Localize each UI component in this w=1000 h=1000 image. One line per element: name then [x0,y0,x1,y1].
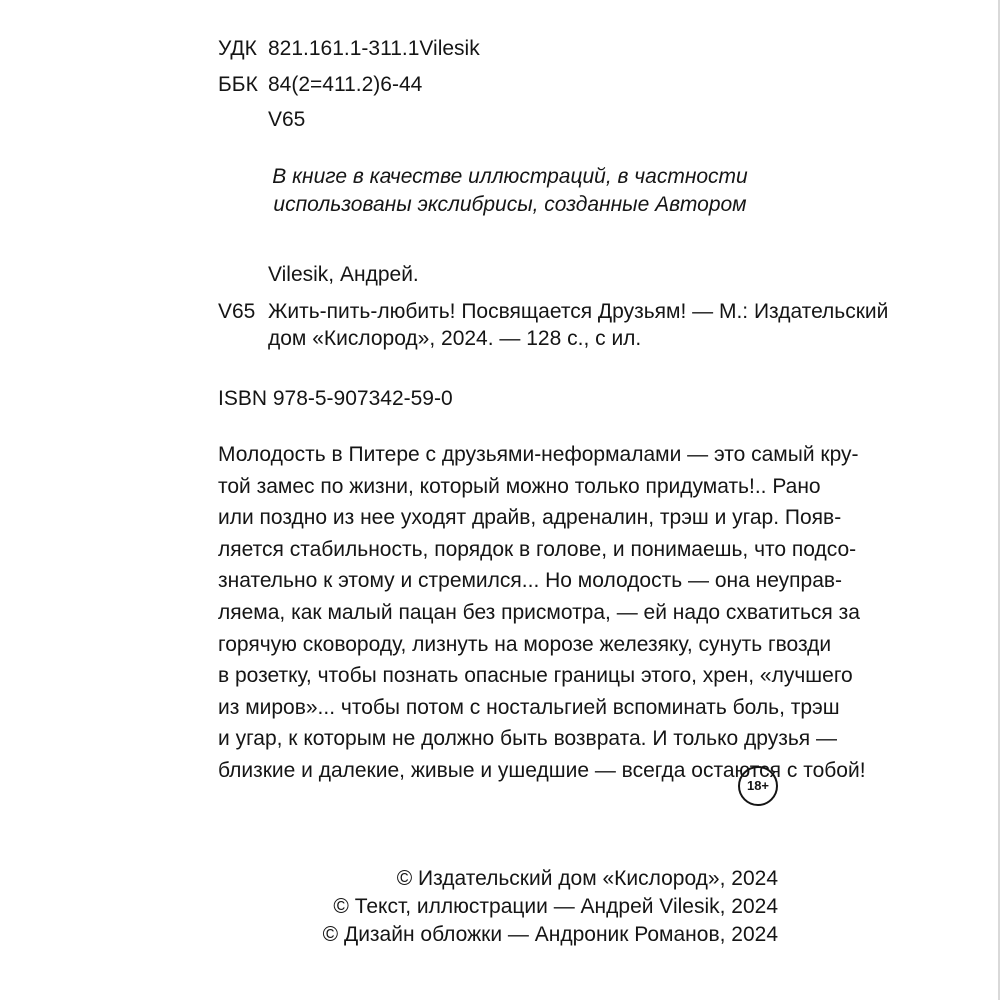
illustration-note-line: использованы экслибрисы, созданные Автором [273,193,747,216]
author-heading: Vilesik, Андрей. [268,263,419,286]
annotation-line: или поздно из нее уходят драйв, адреналин, трэш и угар. Появ- [218,506,842,530]
annotation-line: в розетку, чтобы познать опасные границы этого, хрен, «лучшего [218,664,853,688]
annotation-line: ляема, как малый пацан без присмотра, — ей надо схватиться за [218,601,860,624]
record-description-line: дом «Кислород», 2024. — 128 с., с ил. [268,327,642,350]
age-rating-badge: 18+ [738,766,778,806]
record-description-line: Жить-пить-любить! Посвящается Друзьям! — М.: Издательский [268,300,889,323]
isbn: ISBN 978-5-907342-59-0 [218,387,453,410]
copyright-line: © Текст, иллюстрации — Андрей Vilesik, 2024 [333,895,778,918]
annotation-line: близкие и далекие, живые и ушедшие — всегда остаются с тобой! [218,759,866,782]
annotation-line: и угар, к которым не должно быть возврата. И только друзья — [218,727,837,751]
copyright-line: © Дизайн обложки — Андроник Романов, 2024 [322,923,778,946]
author-sign: V65 [268,108,306,131]
annotation-line: из миров»... чтобы потом с ностальгией вспоминать боль, трэш [218,695,840,719]
bbk-value: 84(2=411.2)6-44 [268,73,423,96]
copyright-line: © Издательский дом «Кислород», 2024 [396,867,778,890]
bbk-label: ББК [218,73,258,96]
udk-label: УДК [218,37,257,60]
illustration-note-line: В книге в качестве иллюстраций, в частности [272,165,748,188]
annotation-line: горячую сковороду, лизнуть на морозе железяку, сунуть гвозди [218,632,832,656]
annotation-line: Молодость в Питере с друзьями-неформалами — это самый кру- [218,443,859,466]
annotation-line: ляется стабильность, порядок в голове, и понимаешь, что подсо- [218,537,857,561]
annotation-line: той замес по жизни, который можно только придумать!.. Рано [218,474,821,498]
record-sign: V65 [218,300,256,323]
annotation-line: знательно к этому и стремился... Но молодость — она неуправ- [218,569,843,593]
udk-value: 821.161.1-311.1Vilesik [268,37,480,60]
